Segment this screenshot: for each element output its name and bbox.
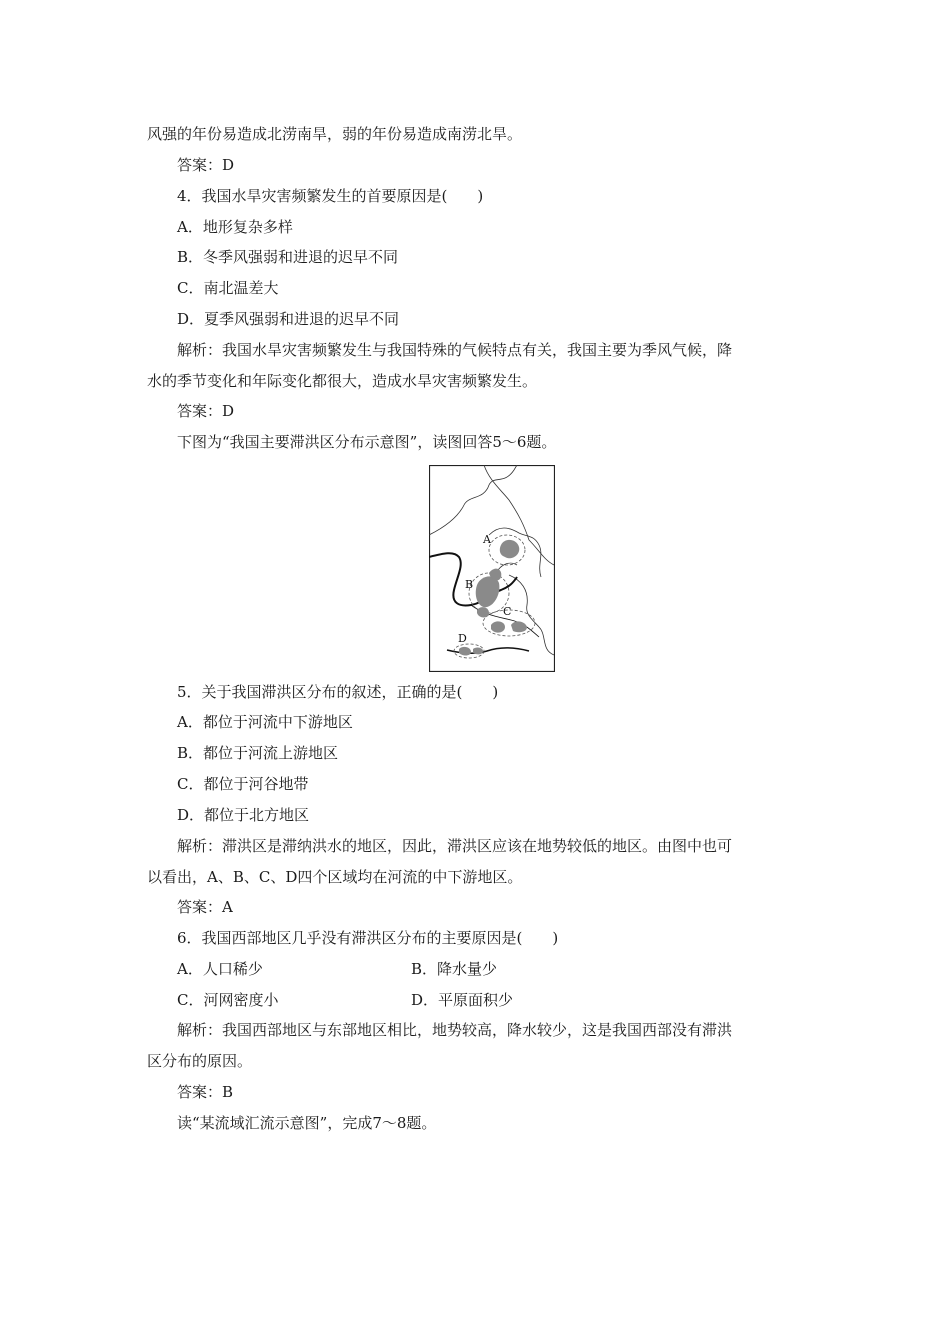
analysis-line: 以看出，A、B、C、D四个区域均在河流的中下游地区。 [147,868,523,886]
flood-storage-map [429,465,555,672]
option-line: A．地形复杂多样 [177,218,293,236]
option-line: A．人口稀少 [177,960,263,978]
label-a: A [483,533,491,546]
option-line: B．降水量少 [411,960,498,978]
option-line: B．冬季风强弱和进退的迟早不同 [177,248,399,266]
option-line: C．都位于河谷地带 [177,775,309,793]
question-5: 5．关于我国滞洪区分布的叙述，正确的是( ) [177,683,499,701]
answer-line: 答案：A [177,898,233,916]
figure-intro: 读“某流域汇流示意图”，完成7～8题。 [177,1114,437,1132]
figure-intro: 下图为“我国主要滞洪区分布示意图”，读图回答5～6题。 [177,433,557,451]
option-line: D．平原面积少 [411,991,514,1009]
analysis-line: 解析：我国水旱灾害频繁发生与我国特殊的气候特点有关，我国主要为季风气候，降 [177,341,733,359]
analysis-line: 解析：滞洪区是滞纳洪水的地区，因此，滞洪区应该在地势较低的地区。由图中也可 [177,837,733,855]
answer-line: 答案：D [177,156,235,174]
analysis-line: 解析：我国西部地区与东部地区相比，地势较高，降水较少，这是我国西部没有滞洪 [177,1021,733,1039]
label-b: B [465,578,474,591]
option-line: D．夏季风强弱和进退的迟早不同 [177,310,400,328]
option-line: B．都位于河流上游地区 [177,744,339,762]
option-line: C．南北温差大 [177,279,279,297]
question-4: 4．我国水旱灾害频繁发生的首要原因是( ) [177,187,484,205]
label-d: D [458,632,467,645]
answer-line: 答案：B [177,1083,234,1101]
question-6: 6．我国西部地区几乎没有滞洪区分布的主要原因是( ) [177,929,559,947]
option-line: C．河网密度小 [177,991,279,1009]
text-line: 风强的年份易造成北涝南旱，弱的年份易造成南涝北旱。 [147,125,523,143]
analysis-line: 水的季节变化和年际变化都很大，造成水旱灾害频繁发生。 [147,372,538,390]
option-line: D．都位于北方地区 [177,806,310,824]
analysis-line: 区分布的原因。 [147,1052,253,1070]
answer-line: 答案：D [177,402,235,420]
option-line: A．都位于河流中下游地区 [177,713,353,731]
label-c: C [503,605,512,618]
